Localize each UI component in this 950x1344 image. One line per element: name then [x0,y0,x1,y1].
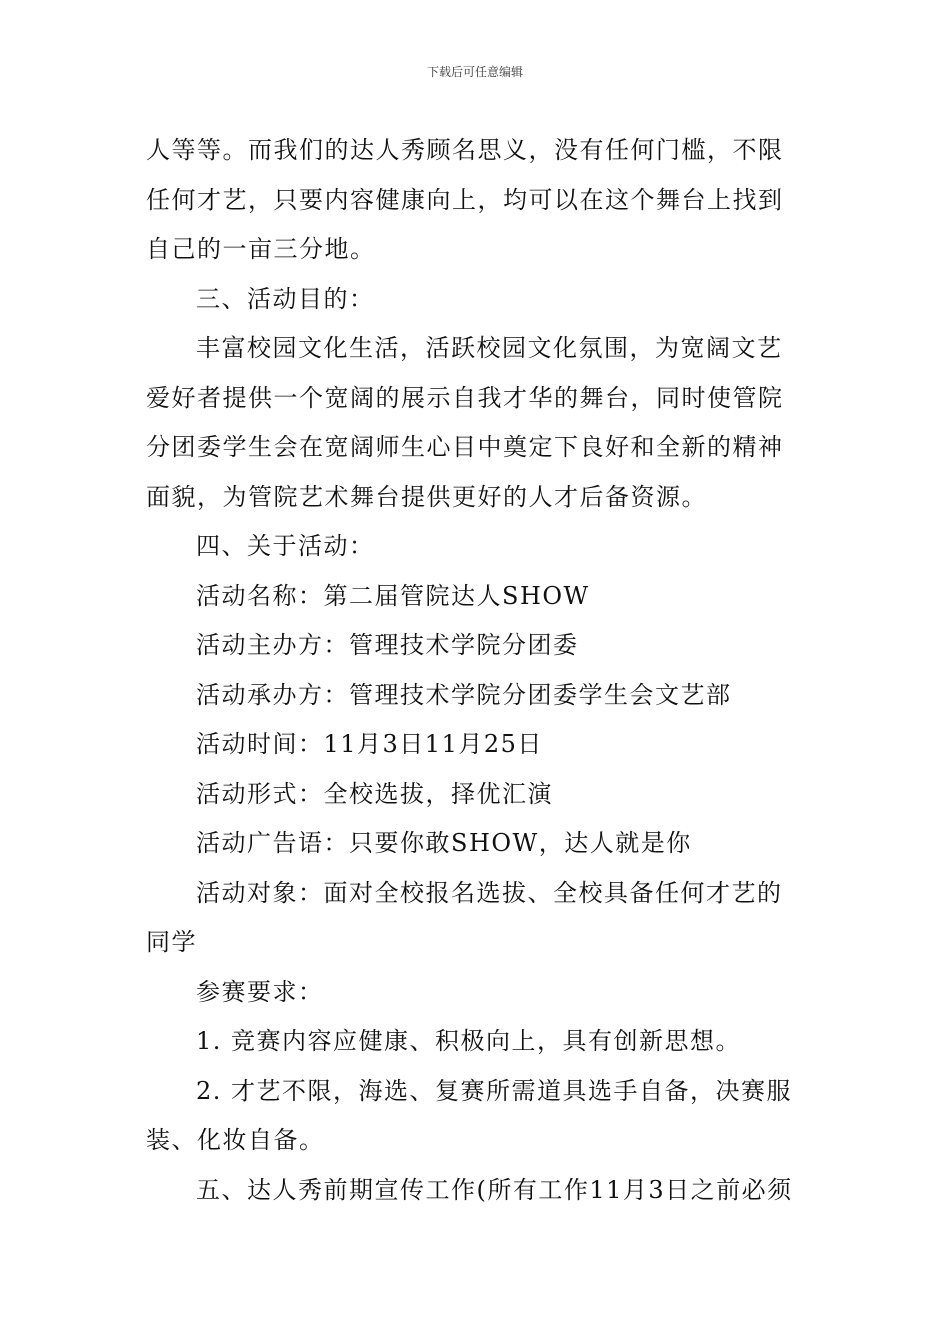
activity-organizer-line: 活动主办方：管理技术学院分团委 [196,631,579,659]
activity-name-line: 活动名称：第二届管院达人SHOW [196,581,590,610]
activity-format-line: 活动形式：全校选拔，择优汇演 [196,779,553,808]
section-heading-purpose: 三、活动目的： [196,284,375,313]
text-line-8: 面貌，为管院艺术舞台提供更好的人才后备资源。 [146,482,707,511]
section-heading-about: 四、关于活动： [196,532,375,560]
activity-host-line: 活动承办方：管理技术学院分团委学生会文艺部 [196,680,732,709]
text-line-5: 丰富校园文化生活，活跃校园文化氛围，为宽阔文艺 [196,334,783,362]
requirement-item-2: 2. 才艺不限，海选、复赛所需道具选手自备，决赛服 [196,1076,793,1105]
document-body [146,126,808,1215]
text-line-17: 同学 [146,928,197,956]
requirements-heading: 参赛要求： [196,977,324,1006]
section-heading-promotion: 五、达人秀前期宣传工作(所有工作11月3日之前必须 [196,1175,793,1204]
activity-time-line: 活动时间：11月3日11月25日 [196,730,543,758]
requirement-item-1: 1. 竞赛内容应健康、积极向上，具有创新思想。 [196,1027,742,1055]
activity-audience-line: 活动对象：面对全校报名选拔、全校具备任何才艺的 [196,878,783,907]
text-line-21: 装、化妆自备。 [146,1126,325,1154]
page-header: 下载后可任意编辑 [426,65,523,79]
text-line-6: 爱好者提供一个宽阔的展示自我才华的舞台，同时使管院 [146,383,784,412]
activity-slogan-line: 活动广告语：只要你敢SHOW，达人就是你 [196,829,692,857]
text-line-7: 分团委学生会在宽阔师生心目中奠定下良好和全新的精神 [146,433,784,461]
text-line-3: 自己的一亩三分地。 [146,235,376,263]
text-line-2: 任何才艺，只要内容健康向上，均可以在这个舞台上找到 [146,185,784,214]
text-line-1: 人等等。而我们的达人秀顾名思义，没有任何门槛，不限 [146,136,784,164]
